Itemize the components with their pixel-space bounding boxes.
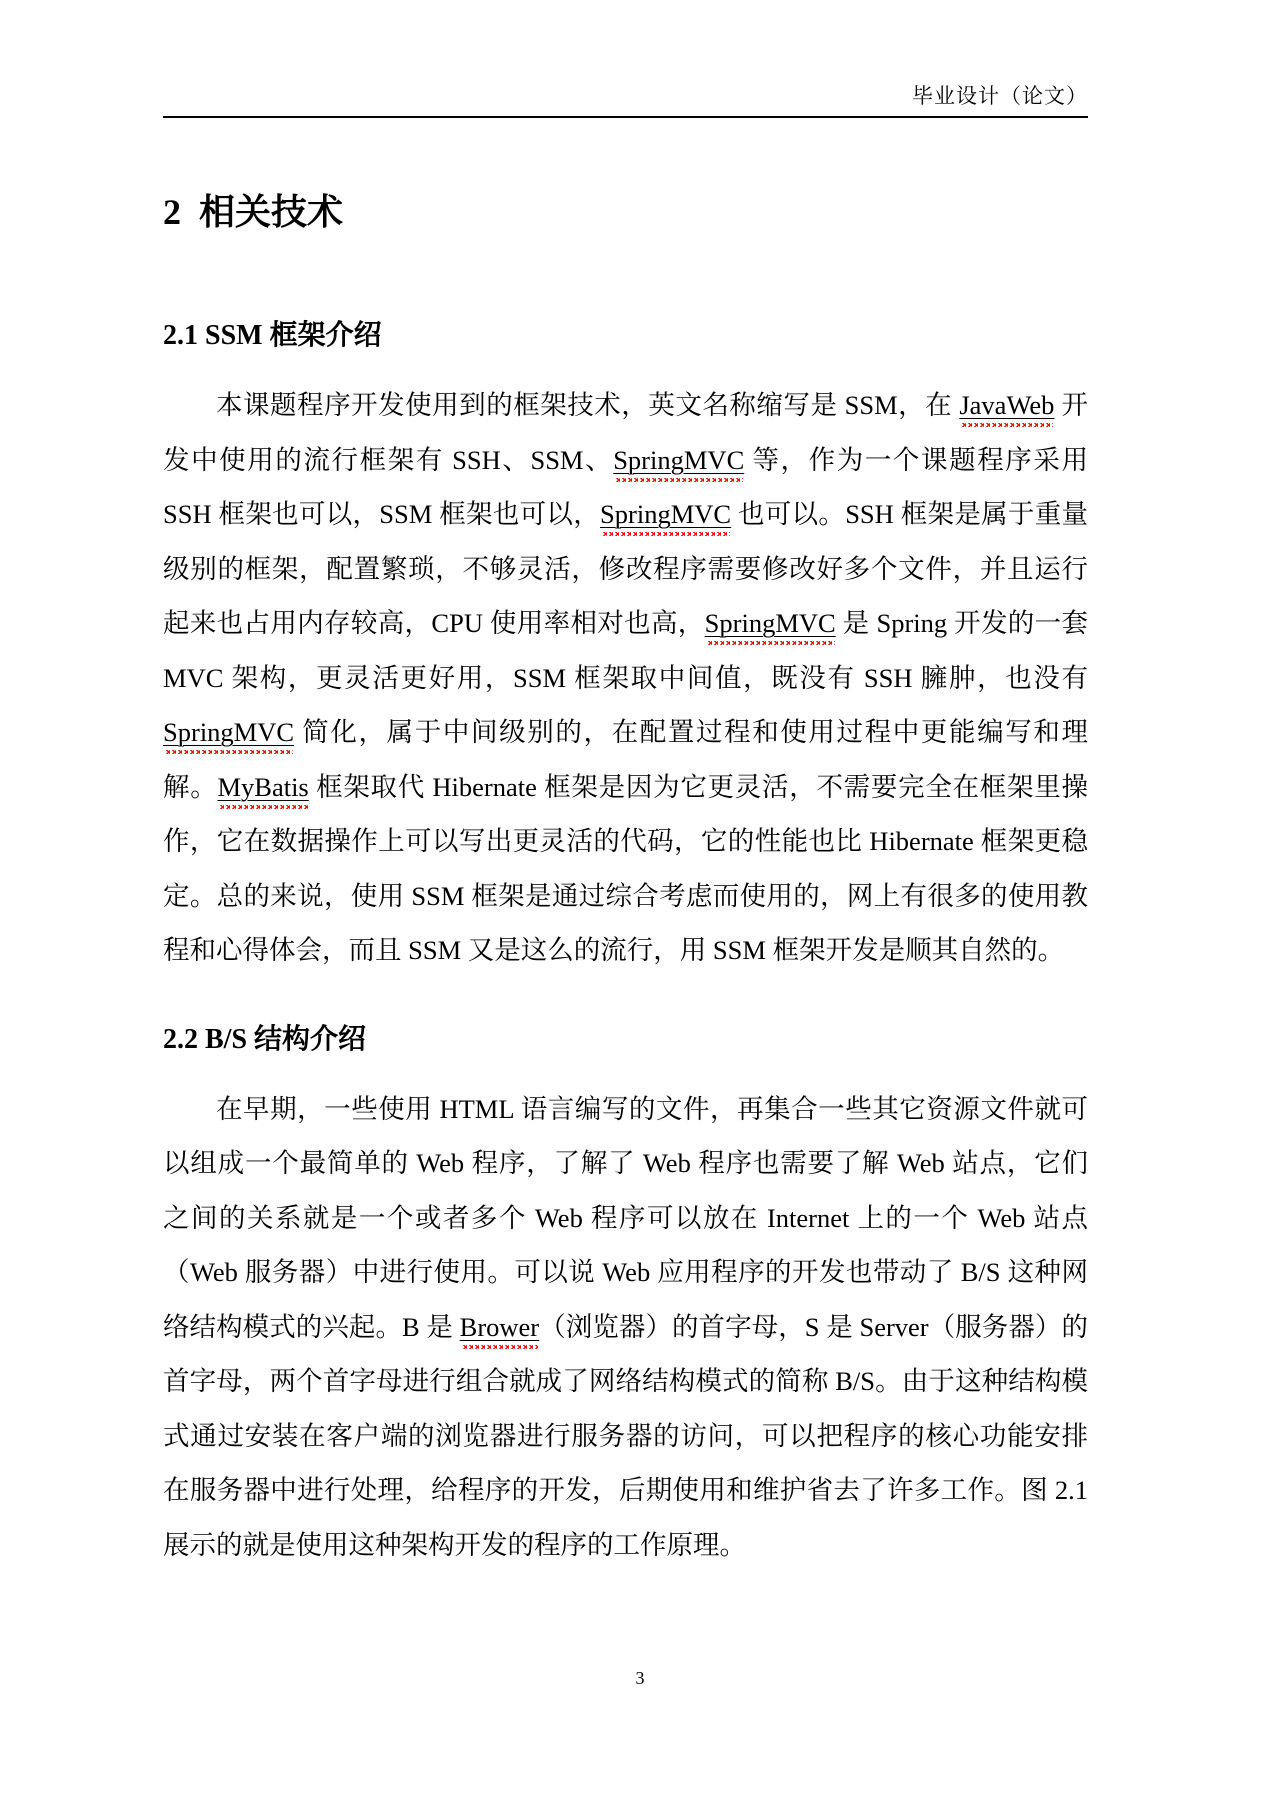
text-run: 也可以。SSH 框架是属于重量级别的框架，配置繁琐，不够灵活，修改程序需要修改好多个文件，并且运行起来也占用内存较高，CPU 使用率相对也高，	[163, 499, 1088, 638]
text-run: 框架取代 Hibernate 框架是因为它更灵活，不需要完全在框架里操作，它在数据操作上可以写出更灵活的代码，它的性能也比 Hibernate 框架更稳定。总的来说，使用 SSM 框架是通过综合考虑而使用的，网上有很多的使用教程和心得体会，而且 SSM 又是这么的流行，用 SSM 框架开发是顺其自然的。	[163, 771, 1088, 965]
text-run: （浏览器）的首字母，S 是 Server（服务器）的首字母，两个首字母进行组合就成了网络结构模式的简称 B/S。由于这种结构模式通过安装在客户端的浏览器进行服务器的访问，可以把程序的核心功能安排在服务器中进行处理，给程序的开发，后期使用和维护省去了许多工作。图 2.1 展示的就是使用这种架构开发的程序的工作原理。	[163, 1311, 1088, 1560]
section-heading-2-1: 2.1 SSM 框架介绍	[163, 320, 382, 351]
page-number: 3	[635, 1668, 645, 1688]
text-run: 等，作为一个课题程序采用 SSH 框架也可以，SSM 框架也可以，	[163, 444, 1088, 529]
page-header	[163, 0, 1088, 118]
flagged-term: Brower	[459, 1311, 540, 1342]
paragraph-bs-intro	[163, 1082, 1088, 1573]
flagged-term: SpringMVC	[600, 499, 732, 529]
flagged-term: SpringMVC	[704, 608, 836, 638]
text-run: 本课题程序开发使用到的框架技术，英文名称缩写是 SSM，在	[216, 390, 960, 420]
text-run: 开发中使用的流行框架有 SSH、SSM、	[163, 390, 1089, 475]
text-run: 简化，属于中间级别的，在配置过程和使用过程中更能编写和理解。	[163, 717, 1088, 802]
section-heading-2-2: 2.2 B/S 结构介绍	[163, 1023, 367, 1055]
flagged-term: MyBatis	[217, 771, 309, 802]
header-title: 毕业设计（论文）	[912, 84, 1088, 108]
paragraph-ssm-intro	[163, 378, 1088, 978]
text-run: 在早期，一些使用 HTML 语言编写的文件，再集合一些其它资源文件就可以组成一个最简单的 Web 程序，了解了 Web 程序也需要了解 Web 站点，它们之间的关系就是一个或者多个 Web 程序可以放在 Internet 上的一个 Web 站点（Web 服务器）中进行使用。可以说 Web 应用程序的开发也带动了 B/S 这种网络结构模式的兴起。B 是	[163, 1093, 1088, 1342]
text-run: 是 Spring 开发的一套 MVC 架构，更灵活更好用，SSM 框架取中间值，既没有 SSH 臃肿，也没有	[163, 608, 1088, 693]
chapter-title: 2 相关技术	[163, 192, 344, 232]
flagged-term: SpringMVC	[613, 444, 745, 475]
flagged-term: JavaWeb	[959, 390, 1055, 420]
flagged-term: SpringMVC	[163, 717, 295, 747]
